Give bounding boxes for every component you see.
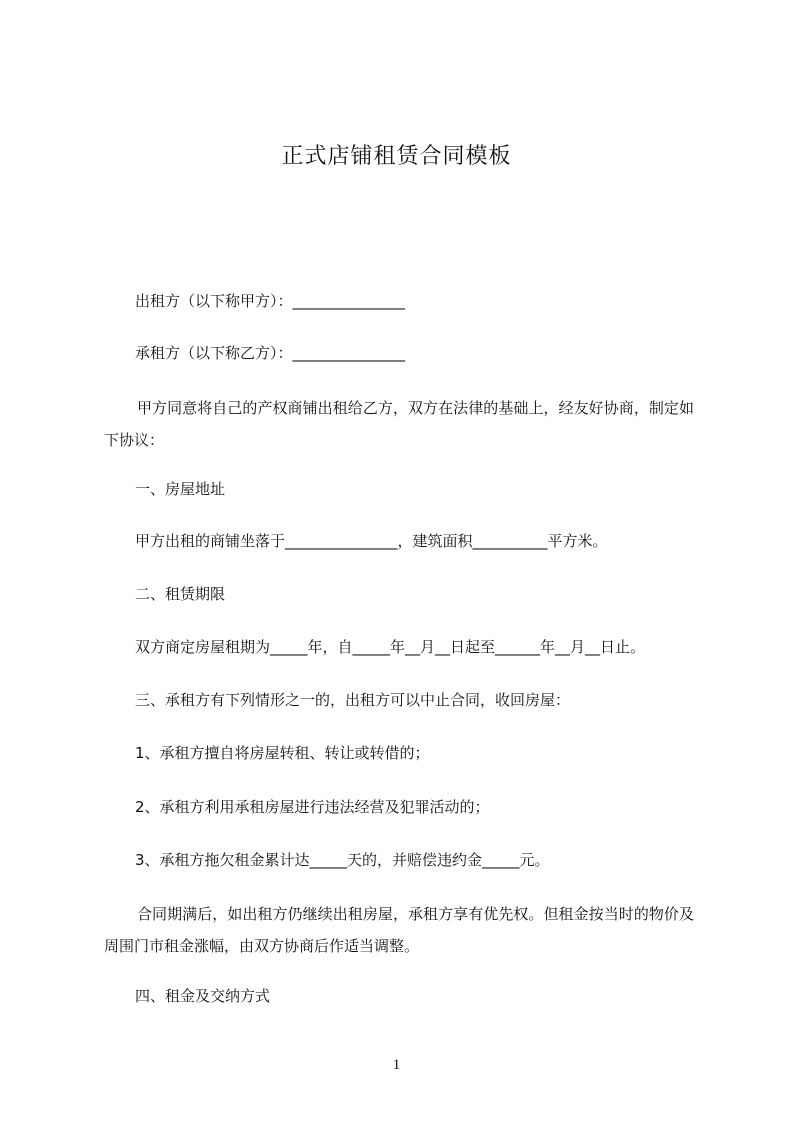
- section1-heading: 一、房屋地址: [135, 480, 226, 498]
- section3-heading: 三、承租方有下列情形之一的，出租方可以中止合同，收回房屋：: [135, 691, 571, 709]
- section3-item-2: 2、承租方利用承租房屋进行违法经营及犯罪活动的；: [135, 798, 490, 816]
- renewal-paragraph: 合同期满后，如出租方仍继续出租房屋，承租方享有优先权。但租金按当时的物价及周围门市租金涨幅，由双方协商后作适当调整。: [104, 905, 694, 955]
- section1-text: 甲方出租的商铺坐落于_______________，建筑面积__________平方米。: [135, 532, 608, 550]
- intro-paragraph: 甲方同意将自己的产权商铺出租给乙方，双方在法律的基础上，经友好协商，制定如下协议：: [104, 399, 694, 449]
- section4-heading: 四、租金及交纳方式: [135, 987, 271, 1005]
- lessor-line: 出租方（以下称甲方）：_______________: [135, 292, 406, 310]
- document-title: 正式店铺租赁合同模板: [281, 144, 512, 169]
- page-number: 1: [392, 1057, 401, 1073]
- section3-item-1: 1、承租方擅自将房屋转租、转让或转借的；: [135, 744, 430, 762]
- section2-text: 双方商定房屋租期为_____年，自_____年__月__日起至______年__月__日止。: [135, 638, 646, 656]
- section3-item-3: 3、承租方拖欠租金累计达_____天的，并赔偿违约金_____元。: [135, 851, 550, 869]
- lessee-line: 承租方（以下称乙方）：_______________: [135, 344, 406, 362]
- section2-heading: 二、租赁期限: [135, 585, 226, 603]
